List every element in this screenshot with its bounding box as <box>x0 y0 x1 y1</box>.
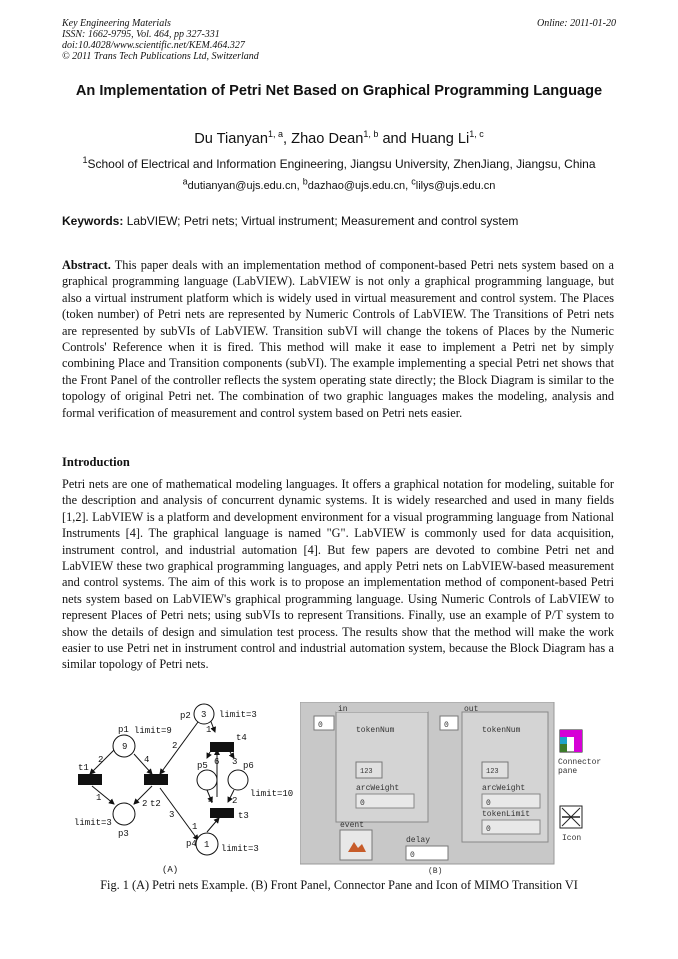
connector-pane[interactable] <box>560 730 582 752</box>
event-label: event <box>340 821 365 830</box>
place-p6 <box>228 770 248 790</box>
arc-weight-label: arcWeight <box>482 784 526 793</box>
affiliation: $^1$School of Electrical and Information Engineering, Jiangsu University, ZhenJiang, Jiangsu, China <box>82 155 596 171</box>
arc-weight-label: arcWeight <box>356 784 400 793</box>
place-limit: limit=3 <box>219 710 257 720</box>
in-arc-value: 0 <box>360 799 365 808</box>
delay-value: 0 <box>410 851 415 860</box>
arc-weight: 1 <box>192 822 198 832</box>
transition-t1 <box>78 774 102 785</box>
connector-label: pane <box>558 767 578 776</box>
out-arc-value: 0 <box>486 799 491 808</box>
online-date: Online: 2011-01-20 <box>537 18 616 29</box>
arc <box>207 752 210 758</box>
email-list: $^a$dutianyan@ujs.edu.cn, $^b$dazhao@ujs.edu.cn, $^c$lilys@ujs.edu.cn <box>182 176 496 192</box>
front-panel-figure <box>300 702 608 877</box>
place-limit: limit=9 <box>134 726 172 736</box>
arc-weight: 1 <box>96 793 102 803</box>
numeric-glyph: 123 <box>360 768 373 776</box>
transition-label: t2 <box>150 799 161 809</box>
in-index-value: 0 <box>318 721 323 730</box>
transition-t4 <box>210 742 234 752</box>
transition-label: t4 <box>236 733 247 743</box>
arc-weight: 2 <box>172 741 178 751</box>
place-label: p4 <box>186 839 197 849</box>
introduction-text: Petri nets are one of mathematical modeling languages. It offers a graphical notation for modeling, suitable for the description and analysis of concurrent dynamic systems. It is widely researched and used in many fields [1,2]. LabVIEW is a platform and development environment for a visual programming language from National Instruments [4]. The graphical language is named "G". LabVIEW is commonly used for data acquisition, instrument control, and industrial automation [4]. But few papers are devoted to combine Petri net and LabVIEW these two graphical programming languages, and apply Petri nets on LabVIEW-based measurement and control systems. The aim of this work is to propose an implementation method of component-based Petri nets system based on LabVIEW's graphical programming language. Using Numeric Controls of LabVIEW to represent Places of Petri nets; using subVIs to represent Transitions. Finally, use an example of P/T system to show the details of design and simulation test process. The results show that the method will make the work easier to use Petri net in instrument control and industrial automation system, because the Block Diagram has a similar topology of Petri nets. <box>62 477 614 672</box>
token-num-label: tokenNum <box>356 726 395 735</box>
connector-label: Connector <box>558 758 602 767</box>
place-tokens: 9 <box>122 742 128 752</box>
keywords-text: LabVIEW; Petri nets; Virtual instrument; Measurement and control system <box>126 214 519 228</box>
keywords <box>62 214 616 228</box>
abstract <box>62 257 614 421</box>
author-sup: 1, a <box>268 129 284 140</box>
place-limit: limit=10 <box>250 789 294 799</box>
email-link[interactable]: lilys@ujs.edu.cn <box>415 180 496 192</box>
in-label: in <box>338 705 348 714</box>
transition-t2 <box>144 774 168 785</box>
place-label: p6 <box>243 761 254 771</box>
author-name: Du Tianyan <box>194 131 269 147</box>
section-heading-introduction: Introduction <box>62 455 130 469</box>
icon-label: Icon <box>562 834 582 843</box>
arc-weight: 2 <box>142 799 148 809</box>
token-limit-label: tokenLimit <box>482 810 531 819</box>
abstract-label: Abstract. <box>62 258 111 272</box>
out-label: out <box>464 705 479 714</box>
author-sup: 1, b <box>363 129 379 140</box>
journal-doi: doi:10.4028/www.scientific.net/KEM.464.327 <box>62 40 245 51</box>
email-link[interactable]: dazhao@ujs.edu.cn <box>307 180 406 192</box>
place-limit: limit=3 <box>74 818 112 828</box>
place-label: p5 <box>197 761 208 771</box>
numeric-glyph: 123 <box>486 768 499 776</box>
out-index-control[interactable] <box>440 716 458 730</box>
out-index-value: 0 <box>444 721 449 730</box>
token-num-label: tokenNum <box>482 726 521 735</box>
place-label: p2 <box>180 711 191 721</box>
arc-weight: 3 <box>169 810 175 820</box>
arc-weight: 3 <box>232 757 238 767</box>
place-p3 <box>113 803 135 825</box>
place-p5 <box>197 770 217 790</box>
arc-weight: 6 <box>214 757 220 767</box>
arc-weight: 4 <box>208 796 214 806</box>
journal-name: Key Engineering Materials <box>62 18 171 29</box>
arc-weight: 1 <box>206 725 212 735</box>
journal-copyright: © 2011 Trans Tech Publications Ltd, Switzerland <box>62 51 259 62</box>
place-label: p1 <box>118 725 129 735</box>
transition-label: t1 <box>78 763 89 773</box>
place-limit: limit=3 <box>221 844 259 854</box>
out-limit-value: 0 <box>486 825 491 834</box>
keywords-label: Keywords: <box>62 214 124 228</box>
in-index-control[interactable] <box>314 716 334 730</box>
arc-weight: 4 <box>144 755 150 765</box>
arc-weight: 2 <box>98 755 104 765</box>
author-sup: 1, c <box>469 129 484 140</box>
journal-issn: ISSN: 1662-9795, Vol. 464, pp 327-331 <box>62 29 220 40</box>
place-tokens: 1 <box>204 840 210 850</box>
vi-icon <box>560 806 582 828</box>
petri-net-figure <box>62 702 302 877</box>
arc-weight: 2 <box>232 796 238 806</box>
author-name: Huang Li <box>410 131 470 147</box>
email-link[interactable]: dutianyan@ujs.edu.cn <box>187 180 297 192</box>
arc <box>207 818 219 832</box>
author-name: Zhao Dean <box>291 131 364 147</box>
transition-label: t3 <box>238 811 249 821</box>
paper-title: An Implementation of Petri Net Based on Graphical Programming Language <box>75 83 603 99</box>
arc <box>160 788 198 840</box>
transition-t3 <box>210 808 234 818</box>
figure-a-label: (A) <box>162 865 179 875</box>
place-tokens: 3 <box>201 710 207 720</box>
author-list: Du Tianyan$^{1, a}$, Zhao Dean$^{1, b}$ and Huang Li$^{1, c}$ <box>194 129 484 147</box>
place-label: p3 <box>118 829 129 839</box>
figure-b-label: (B) <box>428 867 443 876</box>
journal-meta <box>62 18 259 62</box>
abstract-text: This paper deals with an implementation method of component-based Petri nets system based on a graphical programming language (LabVIEW). LabVIEW is not only a graphical programming language, but also a virtual instrument platform which is widely used in virtual measurement and control system. The Places (token number) of Petri nets are represented by Numeric Controls of LabVIEW. The Transitions of Petri nets are represented by subVIs of LabVIEW. Transition subVI will change the tokens of Places by the Numeric Controls' Reference when it is fired. This method will make it ease to implement a Petri net by simply combining Place and Transition components (subVI). The example implementing a special Petri net shows that the Front Panel of the controller reflects the system operating state directly; the Block Diagram is similar to the topology of original Petri net. The combination of two graphic languages makes the modeling, analysis and formal verification of measurement and control system based on Petri nets easier. <box>62 258 614 420</box>
figure-caption: Fig. 1 (A) Petri nets Example. (B) Front Panel, Connector Pane and Icon of MIMO Transition VI <box>100 878 578 892</box>
delay-label: delay <box>406 836 431 845</box>
